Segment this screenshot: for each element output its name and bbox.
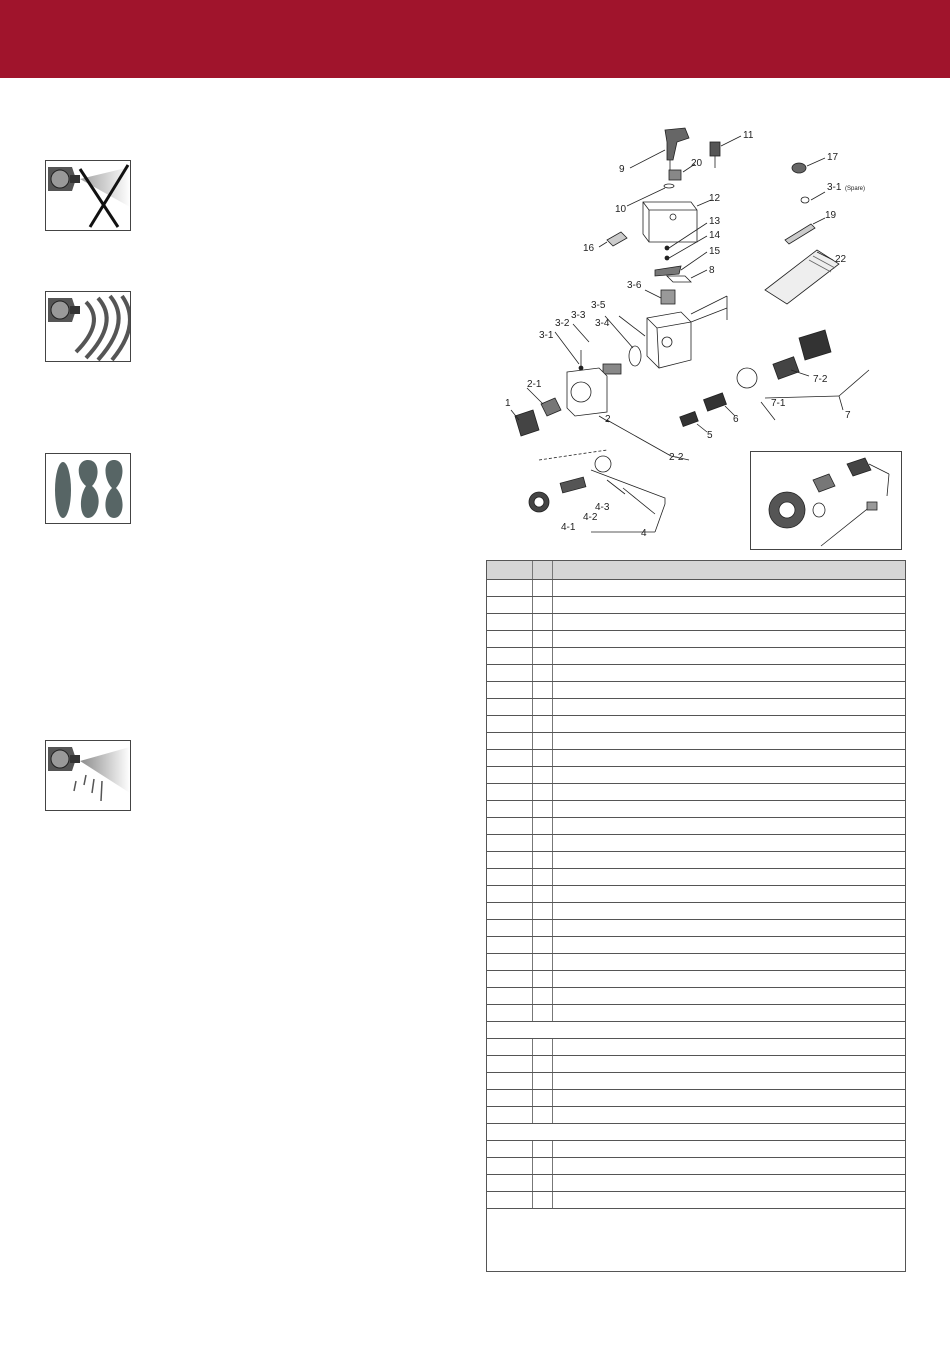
spray-gun-drip-icon (45, 740, 131, 811)
label-9: 9 (619, 164, 625, 175)
label-22: 22 (835, 254, 847, 265)
header-banner (0, 0, 950, 78)
table-row (487, 1107, 905, 1124)
label-6: 6 (733, 414, 739, 425)
table-row (487, 614, 905, 631)
table-row (487, 767, 905, 784)
table-row (487, 580, 905, 597)
label-8: 8 (709, 265, 715, 276)
table-row (487, 818, 905, 835)
table-row (487, 869, 905, 886)
label-3-3: 3-3 (571, 310, 586, 321)
table-row (487, 1175, 905, 1192)
label-14: 14 (709, 230, 721, 241)
table-row (487, 631, 905, 648)
table-row (487, 665, 905, 682)
table-row (487, 988, 905, 1005)
table-row (487, 971, 905, 988)
table-row (487, 1005, 905, 1022)
table-row (487, 801, 905, 818)
table-row (487, 937, 905, 954)
table-row (487, 1192, 905, 1209)
table-row (487, 1073, 905, 1090)
table-row (487, 886, 905, 903)
label-3-6: 3-6 (627, 280, 642, 291)
table-row (487, 1090, 905, 1107)
label-7: 7 (845, 410, 851, 421)
label-3-2: 3-2 (555, 318, 570, 329)
label-2-1: 2-1 (527, 379, 542, 390)
label-4-2: 4-2 (583, 512, 598, 523)
table-row (487, 954, 905, 971)
table-row (487, 852, 905, 869)
table-section-row (487, 1124, 905, 1141)
label-17: 17 (827, 152, 839, 163)
label-4-1: 4-1 (561, 522, 576, 533)
table-row (487, 597, 905, 614)
table-row (487, 784, 905, 801)
table-row (487, 1158, 905, 1175)
label-11: 11 (743, 130, 754, 141)
table-row (487, 716, 905, 733)
label-4-3: 4-3 (595, 502, 610, 513)
table-row (487, 733, 905, 750)
label-10: 10 (615, 204, 627, 215)
label-5: 5 (707, 430, 713, 441)
label-2: 2 (605, 414, 611, 425)
spray-gun-arcs-icon (45, 291, 131, 362)
label-3-1: 3-1 (539, 330, 554, 341)
label-spare: (Spare) (845, 186, 866, 192)
table-row (487, 920, 905, 937)
label-3-5: 3-5 (591, 300, 606, 311)
label-7-2: 7-2 (813, 374, 828, 385)
table-row (487, 1056, 905, 1073)
table-row (487, 682, 905, 699)
table-row (487, 1141, 905, 1158)
table-row (487, 648, 905, 665)
table-row (487, 699, 905, 716)
label-1: 1 (505, 398, 511, 409)
label-15: 15 (709, 246, 721, 257)
label-3-4: 3-4 (595, 318, 610, 329)
inset-nozzle-set (750, 451, 902, 550)
label-3-1-spare: 3-1 (827, 182, 842, 193)
table-row (487, 1039, 905, 1056)
table-row (487, 835, 905, 852)
table-notes-area (487, 1209, 905, 1271)
parts-table (486, 560, 906, 1272)
table-row (487, 750, 905, 767)
table-row (487, 903, 905, 920)
spray-gun-crossed-out-icon (45, 160, 131, 231)
label-12: 12 (709, 193, 721, 204)
label-20: 20 (691, 158, 703, 169)
label-7-1: 7-1 (771, 398, 786, 409)
table-header (487, 561, 905, 580)
label-4: 4 (641, 528, 647, 539)
spray-pattern-shapes-icon (45, 453, 131, 524)
table-section-row (487, 1022, 905, 1039)
label-16: 16 (583, 243, 595, 254)
label-13: 13 (709, 216, 721, 227)
label-19: 19 (825, 210, 837, 221)
label-2-2: 2-2 (669, 452, 684, 463)
